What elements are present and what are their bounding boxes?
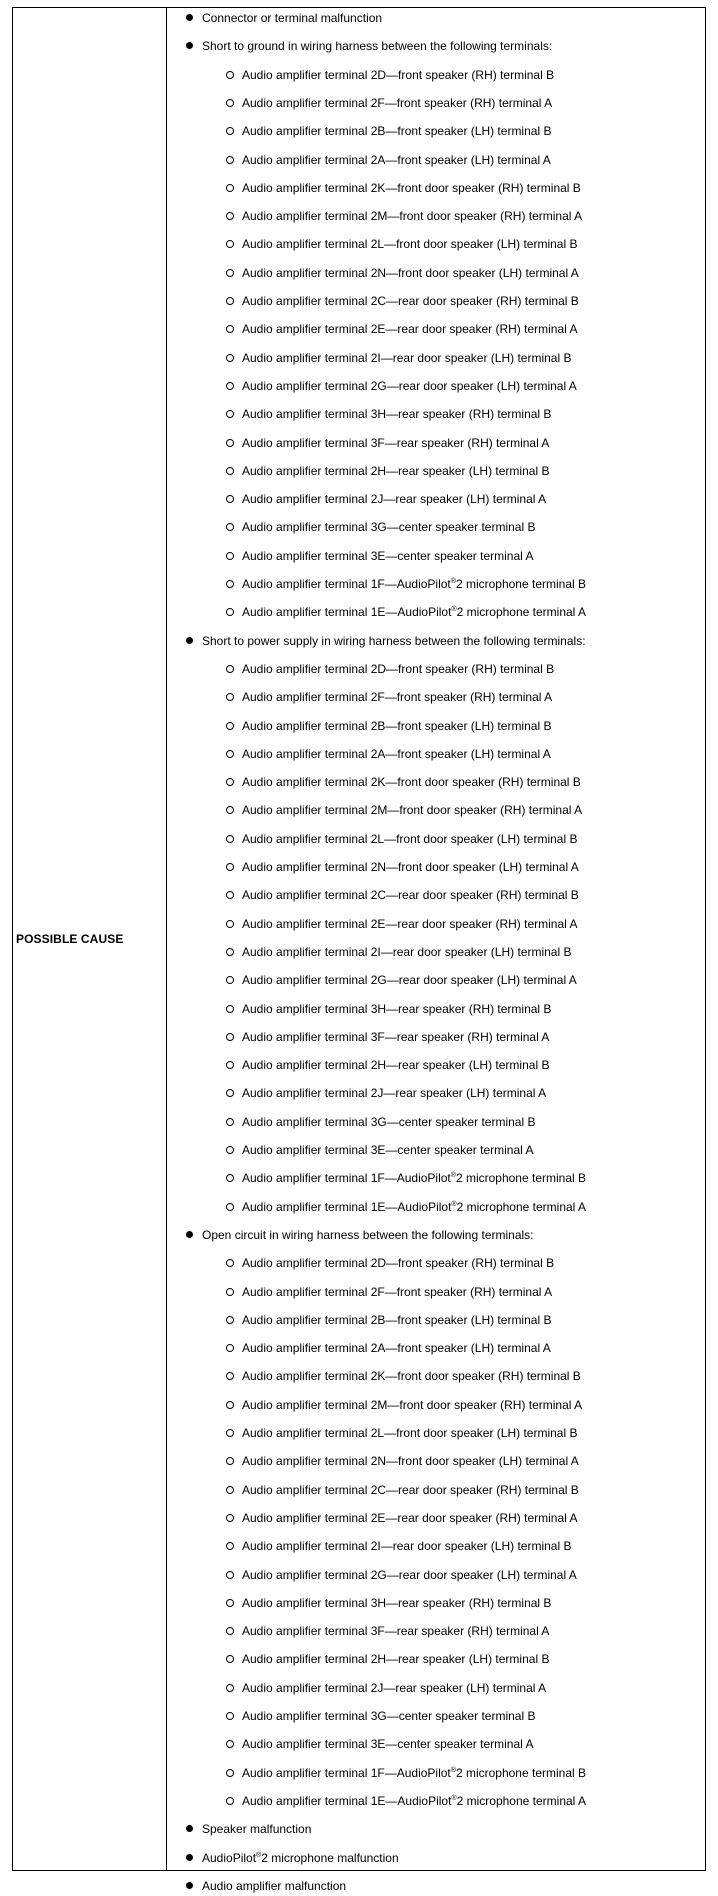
terminal-item [242, 1508, 577, 1528]
terminal-item [242, 1253, 554, 1273]
terminal-text: Audio amplifier terminal 3H—rear speaker (RH) terminal B [242, 1595, 552, 1610]
terminal-text: Audio amplifier terminal 2E—rear door speaker (RH) terminal A [242, 1510, 578, 1525]
circle-bullet-icon [226, 1429, 234, 1437]
terminal-text: Audio amplifier terminal 2E—rear door speaker (RH) terminal A [242, 322, 578, 337]
circle-bullet-icon [226, 1061, 234, 1069]
terminal-item [242, 1621, 549, 1641]
circle-bullet-icon [226, 806, 234, 814]
terminal-text: Audio amplifier terminal 2I—rear door speaker (LH) terminal B [242, 1539, 572, 1554]
circle-bullet-icon [226, 439, 234, 447]
terminal-item [242, 1536, 571, 1556]
terminal-item [242, 517, 535, 537]
terminal-item [242, 150, 551, 170]
terminal-text: Audio amplifier terminal 3E—center speaker terminal A [242, 1737, 534, 1752]
circle-bullet-icon [226, 665, 234, 673]
circle-bullet-icon [226, 552, 234, 560]
terminal-text: Audio amplifier terminal 2D—front speaker (RH) terminal B [242, 1256, 555, 1271]
column-divider [166, 8, 167, 1870]
terminal-item [242, 1282, 552, 1302]
terminal-item [242, 772, 581, 792]
bullet-icon [186, 42, 193, 49]
terminal-item [242, 234, 577, 254]
terminal-item [242, 178, 581, 198]
terminal-text: Audio amplifier terminal 2F—front speaker (RH) terminal A [242, 95, 553, 110]
terminal-item [242, 1140, 533, 1160]
circle-bullet-icon [226, 1203, 234, 1211]
terminal-item [242, 687, 552, 707]
terminal-item [242, 800, 582, 820]
terminal-text: Audio amplifier terminal 2H—rear speaker (LH) terminal B [242, 463, 550, 478]
cause-item [202, 1876, 346, 1896]
terminal-item [242, 574, 586, 594]
terminal-text: Audio amplifier terminal 2D—front speaker (RH) terminal B [242, 67, 555, 82]
circle-bullet-icon [226, 750, 234, 758]
circle-bullet-icon [226, 580, 234, 588]
circle-bullet-icon [226, 1457, 234, 1465]
circle-bullet-icon [226, 891, 234, 899]
terminal-text: Audio amplifier terminal 3G—center speaker terminal B [242, 1709, 536, 1723]
terminal-text: Audio amplifier terminal 2E—rear door speaker (RH) terminal A [242, 916, 578, 931]
circle-bullet-icon [226, 1740, 234, 1748]
circle-bullet-icon [226, 835, 234, 843]
terminal-item [242, 348, 571, 368]
cause-text: Short to power supply in wiring harness between the following terminals: [202, 633, 586, 648]
circle-bullet-icon [226, 467, 234, 475]
bullet-icon [186, 637, 193, 644]
bullet-icon [186, 14, 193, 21]
terminal-text: Audio amplifier terminal 2L—front door speaker (LH) terminal B [242, 1426, 578, 1440]
terminal-item [242, 263, 579, 283]
circle-bullet-icon [226, 184, 234, 192]
terminal-item [242, 602, 586, 622]
terminal-item [242, 1168, 586, 1188]
terminal-item [242, 1706, 535, 1726]
circle-bullet-icon [226, 1599, 234, 1607]
terminal-text: Audio amplifier terminal 2K—front door speaker (RH) terminal B [242, 180, 581, 195]
terminal-item [242, 206, 582, 226]
circle-bullet-icon [226, 269, 234, 277]
circle-bullet-icon [226, 948, 234, 956]
terminal-text: Audio amplifier terminal 3F—rear speaker (RH) terminal A [242, 1029, 550, 1044]
terminal-text: Audio amplifier terminal 3E—center speaker terminal A [242, 1143, 534, 1157]
cause-text: AudioPilot®2 microphone malfunction [202, 1850, 399, 1865]
terminal-text: Audio amplifier terminal 2L—front door speaker (LH) terminal B [242, 831, 578, 846]
terminal-text: Audio amplifier terminal 2L—front door speaker (LH) terminal B [242, 237, 578, 252]
terminal-text: Audio amplifier terminal 2J—rear speaker (LH) terminal A [242, 1086, 547, 1101]
circle-bullet-icon [226, 1372, 234, 1380]
terminal-item [242, 1678, 546, 1698]
terminal-item [242, 291, 579, 311]
cause-list [168, 8, 705, 1893]
terminal-item [242, 914, 577, 934]
cause-text: Connector or terminal malfunction [202, 11, 383, 25]
terminal-item [242, 93, 552, 113]
terminal-item [242, 461, 549, 481]
circle-bullet-icon [226, 722, 234, 730]
terminal-text: Audio amplifier terminal 2C—rear door speaker (RH) terminal B [242, 1482, 579, 1497]
circle-bullet-icon [226, 608, 234, 616]
terminal-item [242, 1197, 586, 1217]
terminal-text: Audio amplifier terminal 2C—rear door speaker (RH) terminal B [242, 888, 579, 903]
circle-bullet-icon [226, 1005, 234, 1013]
cause-item [202, 1819, 311, 1839]
terminal-text: Audio amplifier terminal 2M—front door speaker (RH) terminal A [242, 803, 583, 818]
terminal-item [242, 433, 549, 453]
circle-bullet-icon [226, 1288, 234, 1296]
circle-bullet-icon [226, 495, 234, 503]
terminal-text: Audio amplifier terminal 2J—rear speaker (LH) terminal A [242, 1680, 547, 1695]
terminal-item [242, 1055, 549, 1075]
terminal-text: Audio amplifier terminal 2G—rear door speaker (LH) terminal A [242, 378, 577, 393]
terminal-item [242, 1593, 551, 1613]
circle-bullet-icon [226, 354, 234, 362]
circle-bullet-icon [226, 212, 234, 220]
cause-item [202, 1848, 399, 1868]
terminal-item [242, 970, 577, 990]
bullet-icon [186, 1825, 193, 1832]
cause-text: Open circuit in wiring harness between the following terminals: [202, 1227, 534, 1242]
terminal-item [242, 659, 554, 679]
terminal-item [242, 1112, 535, 1132]
circle-bullet-icon [226, 325, 234, 333]
terminal-item [242, 829, 577, 849]
circle-bullet-icon [226, 1089, 234, 1097]
terminal-text: Audio amplifier terminal 2A—front speaker (LH) terminal A [242, 152, 551, 167]
circle-bullet-icon [226, 240, 234, 248]
terminal-text: Audio amplifier terminal 3E—center speaker terminal A [242, 548, 534, 563]
terminal-text: Audio amplifier terminal 2N—front door speaker (LH) terminal A [242, 1454, 579, 1469]
terminal-text: Audio amplifier terminal 2I—rear door speaker (LH) terminal B [242, 350, 572, 365]
terminal-item [242, 942, 571, 962]
terminal-text: Audio amplifier terminal 2D—front speaker (RH) terminal B [242, 661, 555, 676]
terminal-text: Audio amplifier terminal 2B—front speaker (LH) terminal B [242, 718, 552, 733]
terminal-text: Audio amplifier terminal 2I—rear door speaker (LH) terminal B [242, 944, 572, 959]
circle-bullet-icon [226, 1571, 234, 1579]
terminal-item [242, 1649, 549, 1669]
circle-bullet-icon [226, 1542, 234, 1550]
circle-bullet-icon [226, 863, 234, 871]
circle-bullet-icon [226, 1344, 234, 1352]
bullet-icon [186, 1854, 193, 1861]
circle-bullet-icon [226, 410, 234, 418]
terminal-text: Audio amplifier terminal 2F—front speaker (RH) terminal A [242, 690, 553, 705]
terminal-text: Audio amplifier terminal 3G—center speaker terminal B [242, 520, 536, 535]
terminal-text: Audio amplifier terminal 2M—front door speaker (RH) terminal A [242, 1397, 583, 1412]
terminal-item [242, 121, 551, 141]
terminal-item [242, 1083, 546, 1103]
circle-bullet-icon [226, 99, 234, 107]
terminal-item [242, 1734, 533, 1754]
circle-bullet-icon [226, 1769, 234, 1777]
terminal-item [242, 1366, 581, 1386]
terminal-text: Audio amplifier terminal 3F—rear speaker (RH) terminal A [242, 1624, 550, 1639]
cause-text: Short to ground in wiring harness between the following terminals: [202, 39, 553, 54]
circle-bullet-icon [226, 1033, 234, 1041]
terminal-text: Audio amplifier terminal 2C—rear door speaker (RH) terminal B [242, 294, 579, 308]
terminal-text: Audio amplifier terminal 2K—front door speaker (RH) terminal B [242, 775, 581, 790]
terminal-item [242, 1310, 551, 1330]
circle-bullet-icon [226, 1401, 234, 1409]
circle-bullet-icon [226, 1627, 234, 1635]
possible-cause-table [12, 7, 706, 1893]
circle-bullet-icon [226, 523, 234, 531]
circle-bullet-icon [226, 1797, 234, 1805]
terminal-text: Audio amplifier terminal 2M—front door speaker (RH) terminal A [242, 209, 583, 224]
terminal-item [242, 857, 579, 877]
circle-bullet-icon [226, 1316, 234, 1324]
cause-text: Audio amplifier malfunction [202, 1878, 347, 1893]
terminal-item [242, 744, 551, 764]
terminal-item [242, 376, 577, 396]
terminal-item [242, 546, 533, 566]
terminal-text: Audio amplifier terminal 3H—rear speaker (RH) terminal B [242, 1001, 552, 1016]
terminal-item [242, 489, 546, 509]
terminal-item [242, 1791, 586, 1811]
terminal-text: Audio amplifier terminal 3F—rear speaker (RH) terminal A [242, 435, 550, 450]
circle-bullet-icon [226, 1712, 234, 1720]
circle-bullet-icon [226, 382, 234, 390]
terminal-text: Audio amplifier terminal 2K—front door speaker (RH) terminal B [242, 1369, 581, 1384]
terminal-text: Audio amplifier terminal 2H—rear speaker (LH) terminal B [242, 1652, 550, 1667]
terminal-text: Audio amplifier terminal 2J—rear speaker (LH) terminal A [242, 492, 547, 507]
terminal-text: Audio amplifier terminal 2B—front speaker (LH) terminal B [242, 1312, 552, 1327]
terminal-item [242, 1763, 586, 1783]
circle-bullet-icon [226, 976, 234, 984]
circle-bullet-icon [226, 127, 234, 135]
terminal-text: Audio amplifier terminal 1F—AudioPilot®2 microphone terminal B [242, 577, 586, 591]
circle-bullet-icon [226, 71, 234, 79]
circle-bullet-icon [226, 778, 234, 786]
cause-text: Speaker malfunction [202, 1822, 312, 1837]
terminal-text: Audio amplifier terminal 1E—AudioPilot®2 microphone terminal A [242, 605, 587, 620]
terminal-item [242, 1451, 579, 1471]
terminal-text: Audio amplifier terminal 1E—AudioPilot®2 microphone terminal A [242, 1199, 587, 1214]
terminal-item [242, 1565, 577, 1585]
circle-bullet-icon [226, 1118, 234, 1126]
terminal-item [242, 1480, 579, 1500]
terminal-item [242, 1338, 551, 1358]
terminal-text: Audio amplifier terminal 2B—front speaker (LH) terminal B [242, 124, 552, 139]
terminal-text: Audio amplifier terminal 3H—rear speaker (RH) terminal B [242, 407, 552, 422]
terminal-item [242, 319, 577, 339]
bullet-icon [186, 1882, 193, 1889]
terminal-item [242, 1027, 549, 1047]
circle-bullet-icon [226, 1514, 234, 1522]
circle-bullet-icon [226, 297, 234, 305]
terminal-text: Audio amplifier terminal 2F—front speaker (RH) terminal A [242, 1284, 553, 1299]
terminal-item [242, 716, 551, 736]
cause-item [202, 8, 382, 28]
circle-bullet-icon [226, 1655, 234, 1663]
terminal-item [242, 65, 554, 85]
terminal-text: Audio amplifier terminal 2G—rear door speaker (LH) terminal A [242, 1567, 577, 1582]
cause-item [202, 36, 552, 56]
terminal-text: Audio amplifier terminal 1E—AudioPilot®2 microphone terminal A [242, 1793, 587, 1808]
terminal-item [242, 885, 579, 905]
terminal-item [242, 1395, 582, 1415]
circle-bullet-icon [226, 1684, 234, 1692]
circle-bullet-icon [226, 920, 234, 928]
bullet-icon [186, 1231, 193, 1238]
row-label: POSSIBLE CAUSE [16, 932, 124, 946]
cause-item [202, 1225, 534, 1245]
terminal-text: Audio amplifier terminal 2G—rear door speaker (LH) terminal A [242, 973, 577, 988]
terminal-text: Audio amplifier terminal 2A—front speaker (LH) terminal A [242, 746, 551, 761]
terminal-item [242, 999, 551, 1019]
circle-bullet-icon [226, 693, 234, 701]
circle-bullet-icon [226, 1259, 234, 1267]
circle-bullet-icon [226, 1486, 234, 1494]
terminal-text: Audio amplifier terminal 1F—AudioPilot®2 microphone terminal B [242, 1171, 586, 1186]
circle-bullet-icon [226, 1174, 234, 1182]
terminal-item [242, 404, 551, 424]
terminal-text: Audio amplifier terminal 1F—AudioPilot®2 microphone terminal B [242, 1765, 586, 1780]
circle-bullet-icon [226, 1146, 234, 1154]
circle-bullet-icon [226, 156, 234, 164]
terminal-text: Audio amplifier terminal 2A—front speaker (LH) terminal A [242, 1341, 551, 1356]
terminal-text: Audio amplifier terminal 2H—rear speaker (LH) terminal B [242, 1058, 550, 1073]
terminal-text: Audio amplifier terminal 2N—front door speaker (LH) terminal A [242, 265, 579, 280]
cause-item [202, 631, 586, 651]
terminal-text: Audio amplifier terminal 3G—center speaker terminal B [242, 1114, 536, 1129]
terminal-text: Audio amplifier terminal 2N—front door speaker (LH) terminal A [242, 860, 579, 874]
terminal-item [242, 1423, 577, 1443]
